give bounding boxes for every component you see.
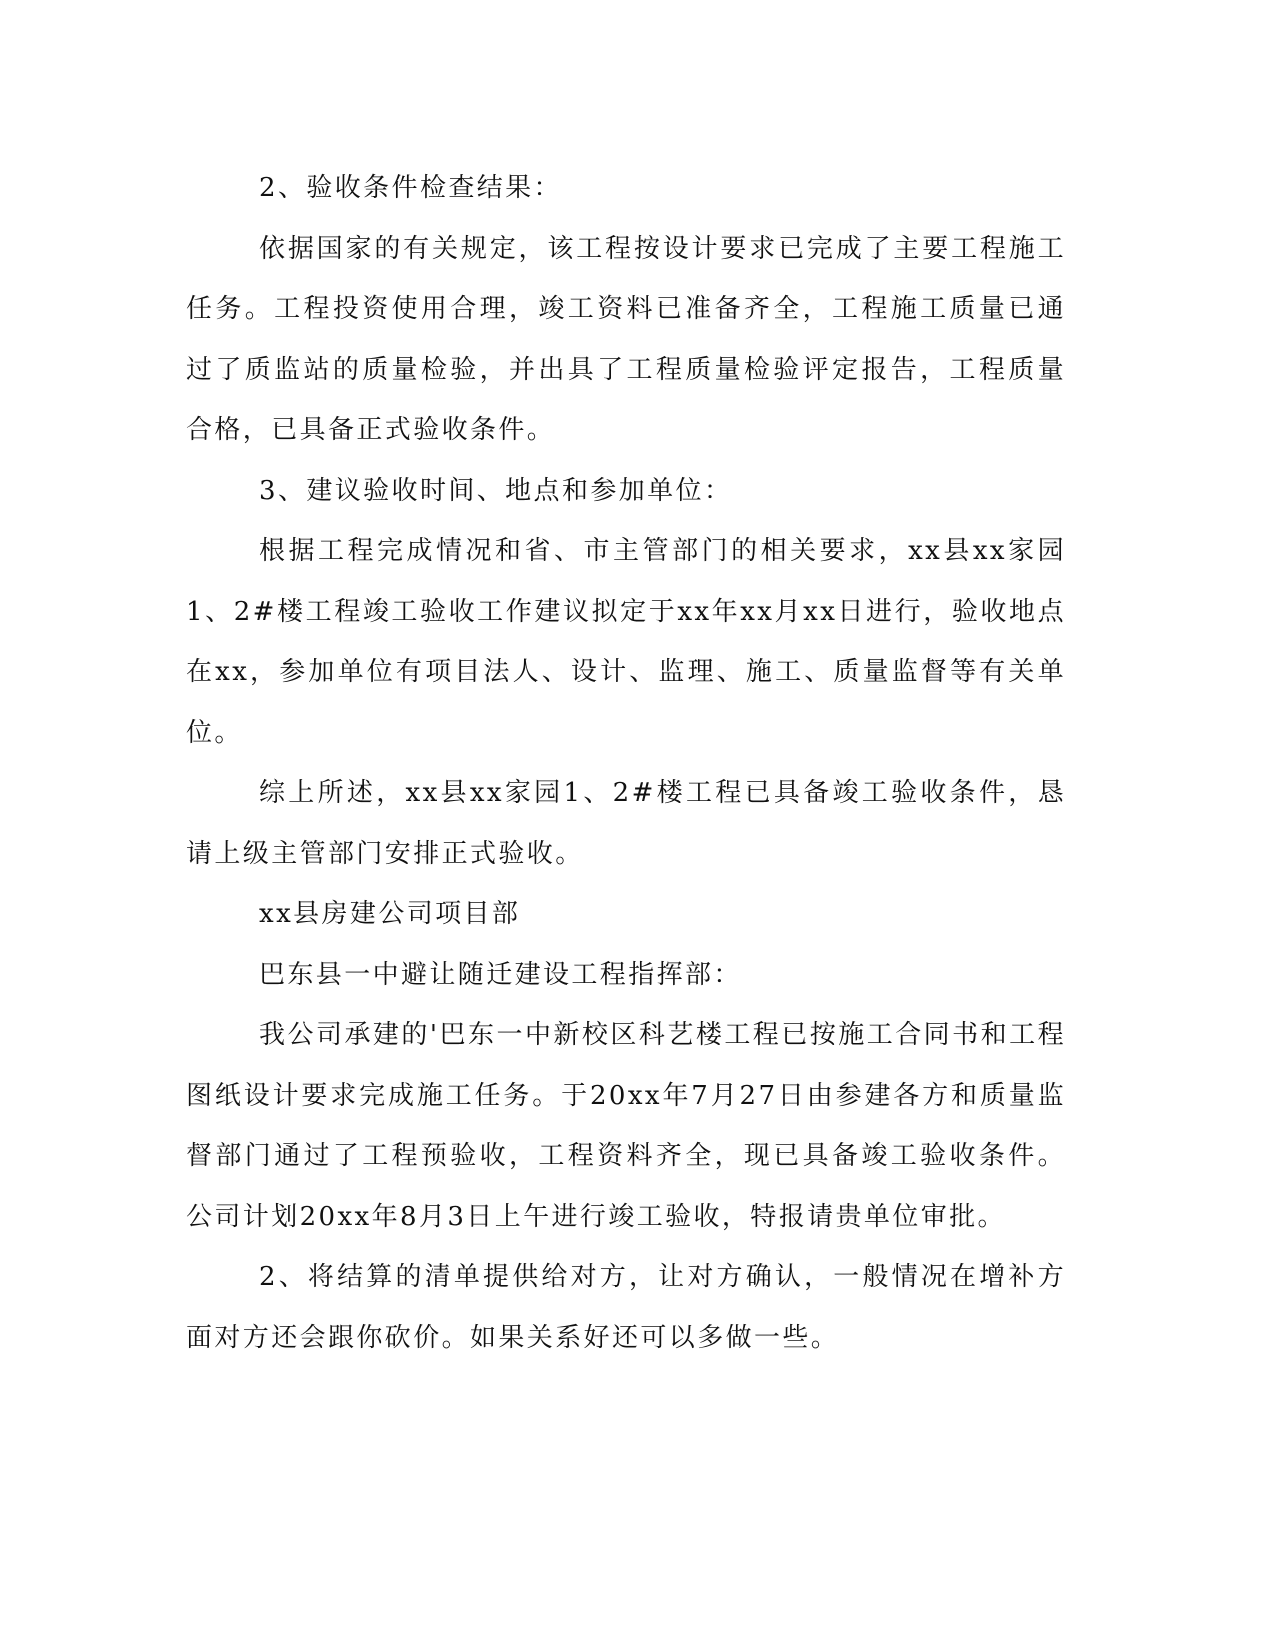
paragraph-proposal-details: 根据工程完成情况和省、市主管部门的相关要求，xx县xx家园1、2#楼工程竣工验收工作建议拟定于xx年xx月xx日进行，验收地点在xx，参加单位有项目法人、设计、监理、施工、质量监督等有关单位。 — [186, 536, 1066, 748]
paragraph-signature: xx县房建公司项目部 — [259, 899, 521, 929]
paragraph-summary: 综上所述，xx县xx家园1、2#楼工程已具备竣工验收条件，恳请上级主管部门安排正式验收。 — [186, 778, 1066, 869]
paragraph-acceptance-check-result: 依据国家的有关规定，该工程按设计要求已完成了主要工程施工任务。工程投资使用合理，竣工资料已准备齐全，工程施工质量已通过了质监站的质量检验，并出具了工程质量检验评定报告，工程质量合格，已具备正式验收条件。 — [186, 233, 1066, 445]
document-body — [186, 158, 1066, 1368]
paragraph-acceptance-check-heading: 2、验收条件检查结果： — [259, 173, 562, 203]
paragraph-settlement-note: 2、将结算的清单提供给对方，让对方确认，一般情况在增补方面对方还会跟你砍价。如果关系好还可以多做一些。 — [186, 1262, 1066, 1353]
paragraph-proposal-heading: 3、建议验收时间、地点和参加单位： — [259, 475, 733, 506]
paragraph-request-body: 我公司承建的'巴东一中新校区科艺楼工程已按施工合同书和工程图纸设计要求完成施工任务。于20xx年7月27日由参建各方和质量监督部门通过了工程预验收，工程资料齐全，现已具备竣工验收条件。公司计划20xx年8月3日上午进行竣工验收，特报请贵单位审批。 — [186, 1020, 1066, 1232]
paragraph-addressee: 巴东县一中避让随迁建设工程指挥部： — [259, 959, 742, 990]
